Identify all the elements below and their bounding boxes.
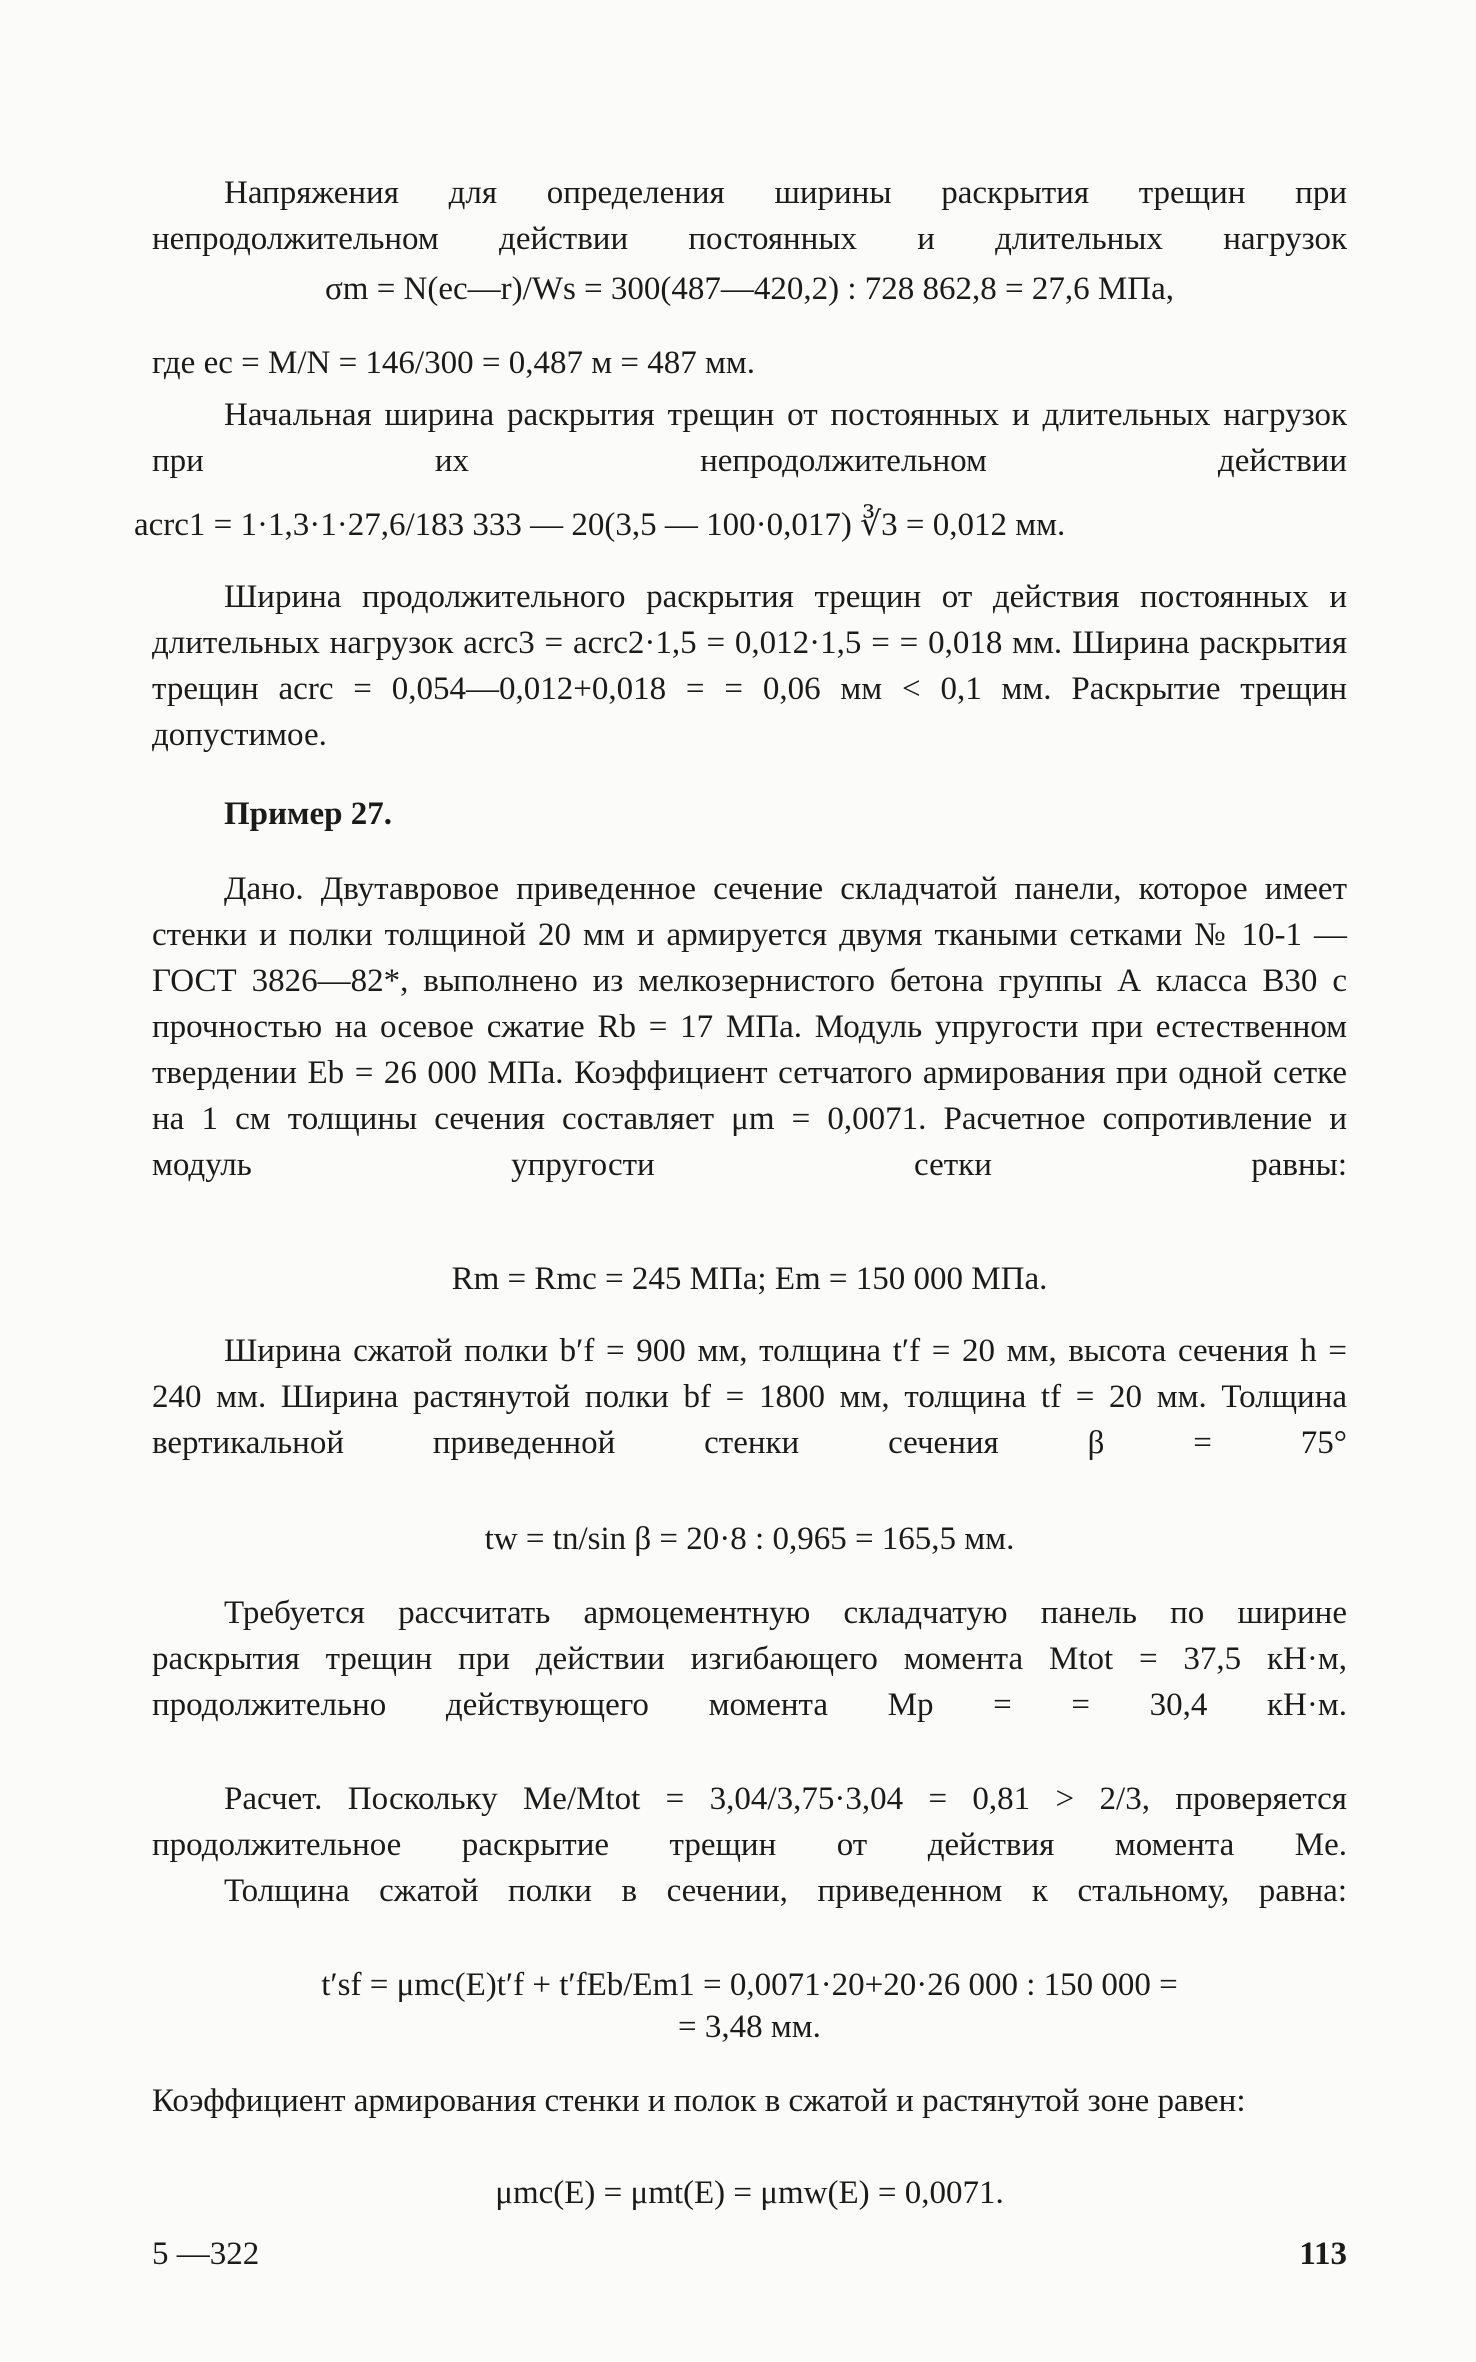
example-heading: Пример 27. (224, 796, 393, 832)
formula-flange-thickness-b: = 3,48 мм. (678, 2009, 821, 2045)
paragraph-requirement: Требуется рассчитать армоцементную складчатую панель по ширине раскрытия трещин при действии изгибающего момента Mtot = 37,5 кН·м, продолжительно действующего момента Mp = = 30,4 кН·м. (152, 1595, 1347, 1723)
formula-initial-crack-width: acrc1 = 1·1,3·1·27,6/183 333 — 20(3,5 — 100·0,017) ∛3 = 0,012 мм. (134, 507, 1066, 543)
paragraph-section-dimensions: Ширина сжатой полки b′f = 900 мм, толщина t′f = 20 мм, высота сечения h = 240 мм. Ширина растянутой полки bf = 1800 мм, толщина tf = 20 мм. Толщина вертикальной приведенной стенки сечения β = 75° (152, 1333, 1347, 1461)
paragraph-long-term-crack-width: Ширина продолжительного раскрытия трещин от действия постоянных и длительных нагрузок acrc3 = acrc2·1,5 = 0,012·1,5 = = 0,018 мм. Ширина раскрытия трещин acrc = 0,054—0,012+0,018 = = 0,06 мм < 0,1 мм. Раскрытие трещин допустимое. (152, 579, 1347, 753)
formula-reinforcement-ratio: μmc(E) = μmt(E) = μmw(E) = 0,0071. (495, 2175, 1004, 2211)
paragraph-given: Дано. Двутавровое приведенное сечение складчатой панели, которое имеет стенки и полки толщиной 20 мм и армируется двумя ткаными сетками № 10-1 — ГОСТ 3826—82*, выполнено из мелкозернистого бетона группы А класса В30 с прочностью на осевое сжатие Rb = 17 МПа. Модуль упругости при естественном твердении Eb = 26 000 МПа. Коэффициент сетчатого армирования при одной сетке на 1 см толщины сечения составляет μm = 0,0071. Расчетное сопротивление и модуль упругости сетки равны: (152, 871, 1347, 1183)
formula-stress: σm = N(ec—r)/Ws = 300(487—420,2) : 728 862,8 = 27,6 МПа, (324, 271, 1174, 307)
printer-signature: 5 —322 (152, 2236, 260, 2272)
paragraph-calculation: Расчет. Поскольку Me/Mtot = 3,04/3,75·3,04 = 0,81 > 2/3, проверяется продолжительное раскрытие трещин от действия момента Me. (152, 1781, 1347, 1863)
paragraph-eccentricity: где ec = M/N = 146/300 = 0,487 м = 487 мм. (152, 345, 755, 381)
formula-mesh-resistance: Rm = Rmc = 245 МПа; Em = 150 000 МПа. (451, 1261, 1048, 1297)
paragraph-stress-intro: Напряжения для определения ширины раскрытия трещин при непродолжительном действии постоянных и длительных нагрузок (152, 175, 1347, 257)
paragraph-reinforcement-ratio: Коэффициент армирования стенки и полок в сжатой и растянутой зоне равен: (152, 2083, 1246, 2119)
page-number: 113 (1299, 2236, 1347, 2272)
formula-flange-thickness-a: t′sf = μmc(E)t′f + t′fEb/Em1 = 0,0071·20+20·26 000 : 150 000 = (321, 1967, 1178, 2003)
formula-web-thickness: tw = tn/sin β = 20·8 : 0,965 = 165,5 мм. (484, 1521, 1015, 1557)
paragraph-flange-thickness: Толщина сжатой полки в сечении, приведенном к стальному, равна: (224, 1873, 1347, 1909)
paragraph-initial-crack-width: Начальная ширина раскрытия трещин от постоянных и длительных нагрузок при их непродолжительном действии (152, 397, 1347, 479)
